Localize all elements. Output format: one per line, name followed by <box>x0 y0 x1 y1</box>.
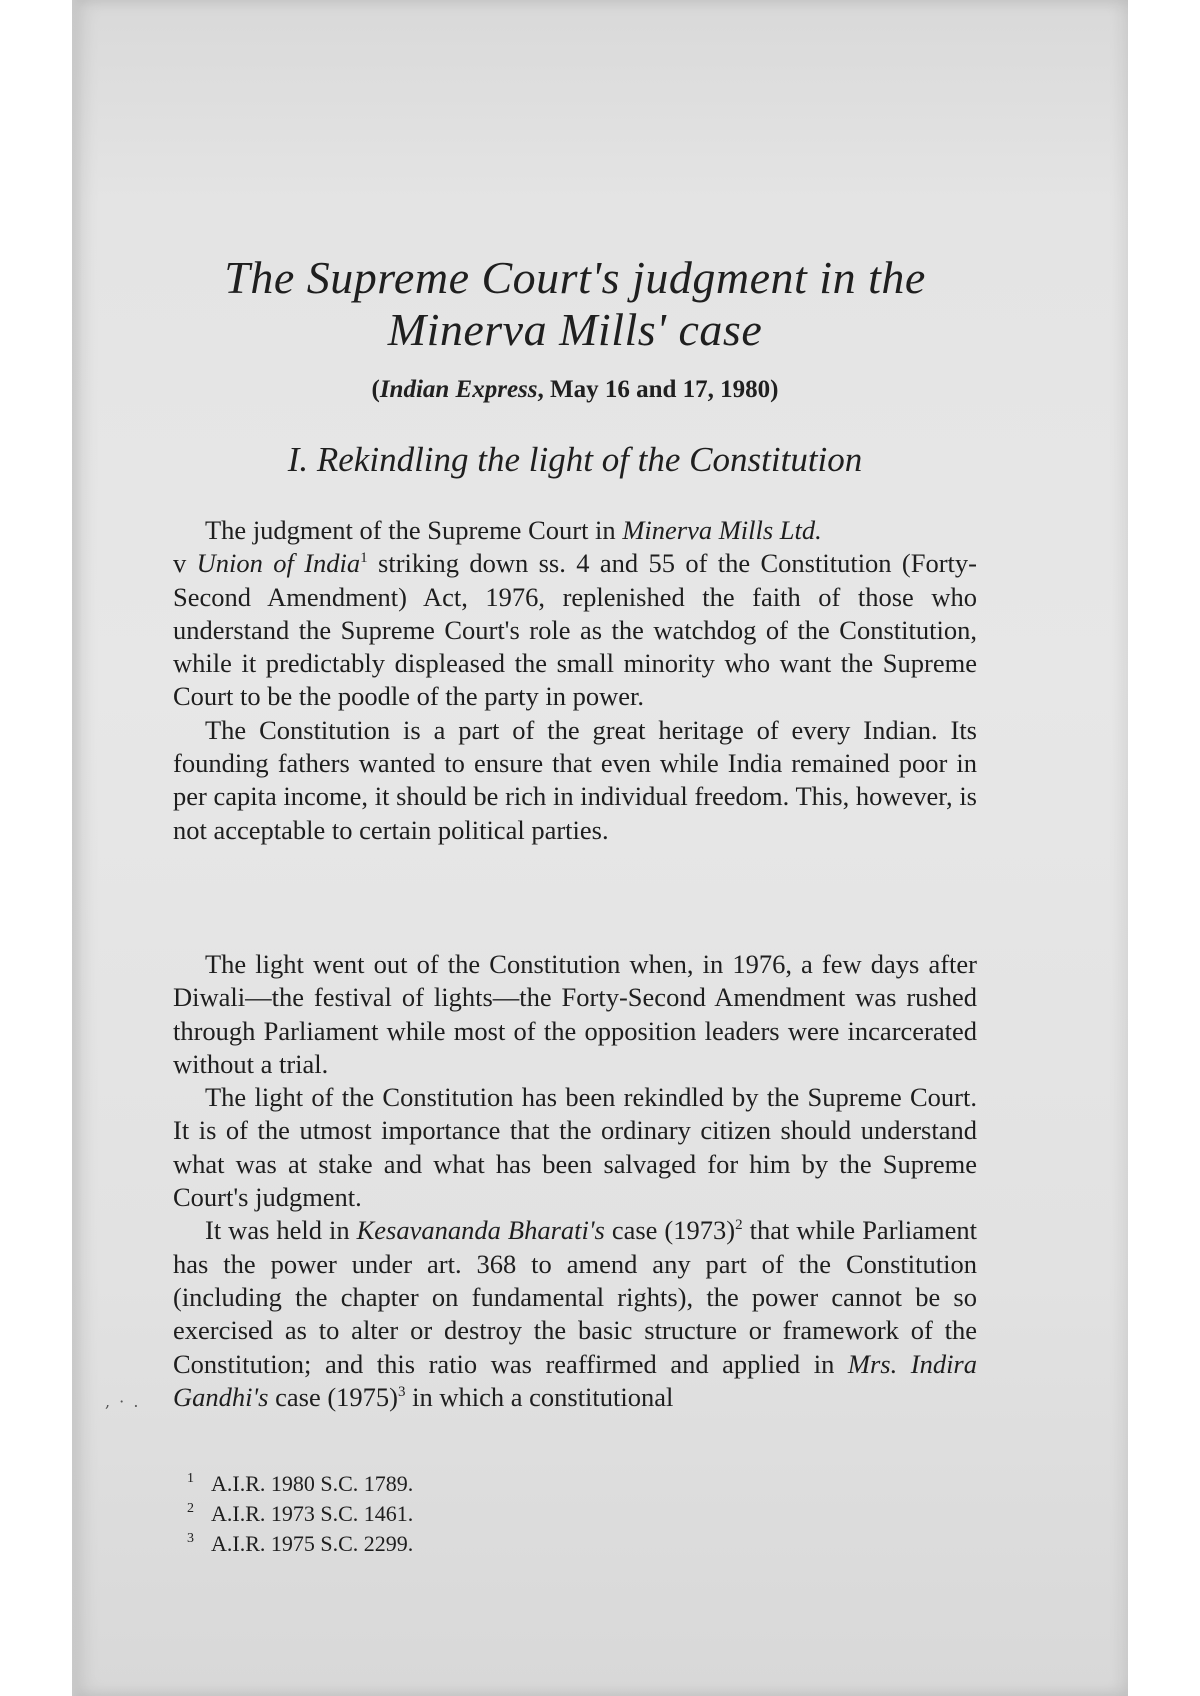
source-dates: , May 16 and 17, 1980 <box>537 376 771 403</box>
footnotes-list <box>173 1469 977 1559</box>
footnote-text: A.I.R. 1973 S.C. 1461. <box>211 1501 414 1526</box>
p5-case-2: Mrs. Indira Gandhi's <box>173 1348 977 1412</box>
paragraph-5 <box>173 1214 977 1414</box>
footnote-mark: 1 <box>187 1471 194 1486</box>
body-text-group-1 <box>173 514 977 847</box>
body-text-group-2 <box>173 948 977 1414</box>
margin-specks: , · . <box>105 1392 141 1411</box>
source-citation: (Indian Express, May 16 and 17, 1980) <box>371 376 779 403</box>
footnote-item <box>173 1529 977 1559</box>
footnote-text: A.I.R. 1980 S.C. 1789. <box>211 1471 414 1496</box>
p5-case-1: Kesavananda Bharati's <box>356 1215 605 1246</box>
footnote-ref-3[interactable]: 3 <box>397 1383 406 1400</box>
footnote-text: A.I.R. 1975 S.C. 2299. <box>211 1531 414 1556</box>
footnote-ref-1[interactable]: 1 <box>360 550 368 567</box>
p5-mid-2: that while Parliament has the power under art. 368 to amend any part of the Constitution (including the chapter on fundamental rights), the power cannot be so exercised as to alter or destroy the basic structure or framework of the Constitution; and this ratio was reaffirmed and applied in <box>173 1215 977 1379</box>
p1-party: Union of India <box>196 548 361 579</box>
p1-v: v <box>173 548 197 579</box>
paragraph-3: The light went out of the Constitution when, in 1976, a few days after Diwali—the festival of lights—the Forty-Second Amendment was rushed through Parliament while most of the opposition leaders were incarcerated without a trial. <box>173 949 977 1079</box>
p5-mid-3: case (1975) <box>268 1381 398 1412</box>
p5-mid-1: case (1973) <box>604 1215 736 1246</box>
p1-case-name: Minerva Mills Ltd. <box>622 515 822 545</box>
p5-lead: It was held in <box>205 1215 357 1246</box>
source-publication: Indian Express <box>379 376 538 403</box>
paragraph-2: The Constitution is a part of the great heritage of every Indian. Its founding fathers wanted to ensure that even while India remained poor in per capita income, it should be rich in individual freedom. This, however, is not acceptable to certain political parties. <box>173 714 977 845</box>
p1-rest: striking down ss. 4 and 55 of the Constitution (Forty-Second Amendment) Act, 1976, replenished the faith of those who understand the Supreme Court's role as the watchdog of the Constitution, while it predictably displeased the small minority who want the Supreme Court to be the poodle of the party in power. <box>173 548 977 712</box>
footnote-item <box>173 1469 977 1499</box>
p1-lead: The judgment of the Supreme Court in <box>205 515 623 545</box>
p5-tail: in which a constitutional <box>405 1381 674 1412</box>
paragraph-1 <box>173 514 977 714</box>
title-line-1: The Supreme Court's judgment in the <box>224 252 926 303</box>
footnote-ref-2[interactable]: 2 <box>735 1217 743 1234</box>
paragraph-4: The light of the Constitution has been rekindled by the Supreme Court. It is of the utmost importance that the ordinary citizen should understand what was at stake and what has been salvaged for him by the Supreme Court's judgment. <box>173 1082 977 1213</box>
footnote-mark: 3 <box>187 1531 194 1546</box>
section-heading: I. Rekindling the light of the Constitution <box>287 440 863 479</box>
footnote-mark: 2 <box>187 1501 194 1516</box>
footnote-item <box>173 1499 977 1529</box>
article-title <box>173 252 977 356</box>
title-line-2: Minerva Mills' case <box>387 304 763 355</box>
page-shadow-edge <box>72 0 82 1696</box>
